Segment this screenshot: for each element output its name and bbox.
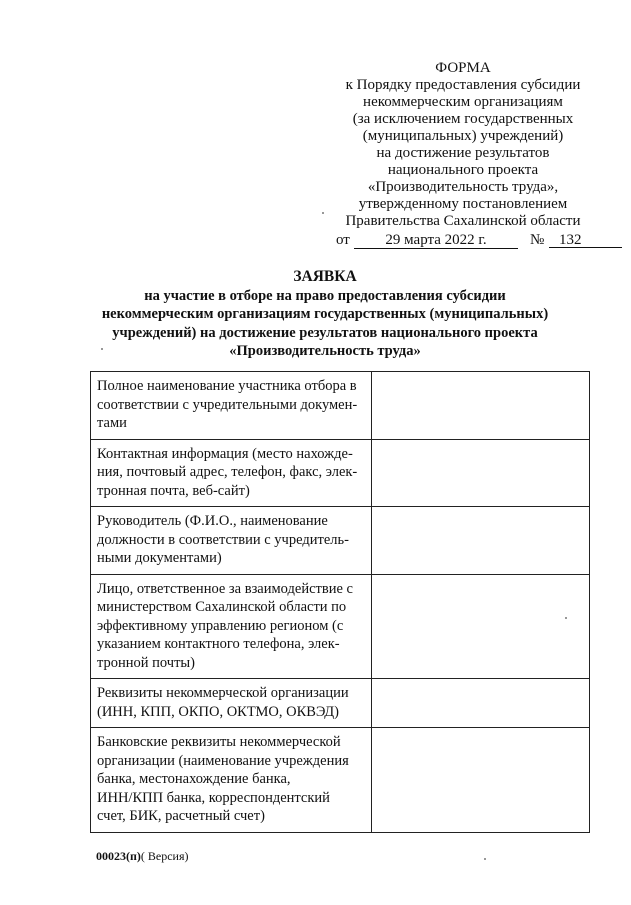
field-label-line: эффективному управлению регионом (с [97, 617, 344, 634]
field-label-line: тронная почта, веб-сайт) [97, 482, 250, 499]
field-label-line: Контактная информация (место нахожде- [97, 445, 353, 462]
document-version: ( Версия) [140, 849, 189, 863]
field-label-line: Банковские реквизиты некоммерческой [97, 734, 341, 750]
table-row [91, 728, 590, 833]
table-row [91, 679, 590, 728]
field-value-cell[interactable] [372, 574, 590, 679]
field-label-line: (ИНН, КПП, ОКПО, ОКТМО, ОКВЭД) [97, 703, 340, 720]
field-value-cell[interactable] [372, 507, 590, 575]
application-title [60, 268, 590, 361]
form-header [318, 60, 608, 230]
field-label-line: счет, БИК, расчетный счет) [97, 808, 265, 824]
field-label-cell [91, 679, 372, 728]
field-value-cell[interactable] [372, 439, 590, 507]
field-label-line: министерством Сахалинской области по [97, 599, 347, 615]
field-label-cell [91, 728, 372, 833]
scan-speck [101, 348, 103, 350]
field-label-line: соответствии с учредительными докумен- [97, 396, 358, 413]
header-line: (муниципальных) учреждений) [362, 128, 564, 144]
field-label-cell [91, 372, 372, 440]
header-line: «Производительность труда», [367, 179, 559, 195]
field-value-cell[interactable] [372, 679, 590, 728]
field-label-line: должности в соответствии с учредитель- [97, 531, 349, 548]
field-label-line: указанием контактного телефона, элек- [97, 636, 340, 652]
header-line: национального проекта [387, 162, 539, 178]
title-main: ЗАЯВКА [293, 268, 357, 285]
table-row [91, 439, 590, 507]
document-footer [96, 849, 189, 864]
field-label-line: ния, почтовый адрес, телефон, факс, элек- [97, 464, 358, 480]
title-line: некоммерческим организациям государственных (муниципальных) [101, 306, 549, 322]
header-line: утвержденному постановлением [358, 196, 568, 212]
table-row [91, 372, 590, 440]
field-label-cell [91, 507, 372, 575]
field-label-line: организации (наименование учреждения [97, 752, 349, 769]
field-label-cell [91, 439, 372, 507]
resolution-number: 132 [549, 232, 622, 248]
field-label-line: Руководитель (Ф.И.О., наименование [97, 513, 328, 529]
application-form-table [90, 371, 590, 833]
header-line: к Порядку предоставления субсидии [345, 77, 581, 93]
document-code: 00023(п) [96, 849, 141, 863]
title-line: на участие в отборе на право предоставления субсидии [144, 287, 506, 304]
field-label-line: Полное наименование участника отбора в [97, 378, 357, 394]
scan-speck [565, 617, 567, 619]
form-table-body [91, 372, 590, 833]
field-label-cell [91, 574, 372, 679]
field-label-line: Реквизиты некоммерческой организации [97, 685, 349, 701]
title-line: «Производительность труда» [229, 343, 421, 359]
resolution-date-row [336, 232, 622, 250]
field-value-cell[interactable] [372, 728, 590, 833]
table-row [91, 574, 590, 679]
field-label-line: тронной почты) [97, 654, 196, 671]
header-line: Правительства Сахалинской области [345, 213, 581, 229]
from-label: от [336, 232, 350, 248]
resolution-date: 29 марта 2022 г. [354, 232, 518, 249]
field-label-line: Лицо, ответственное за взаимодействие с [97, 580, 353, 597]
field-value-cell[interactable] [372, 372, 590, 440]
table-row [91, 507, 590, 575]
header-line: (за исключением государственных [352, 111, 574, 127]
header-line: некоммерческим организациям [363, 94, 563, 110]
field-label-line: ными документами) [97, 550, 222, 566]
scan-speck [322, 212, 324, 214]
header-line: на достижение результатов [376, 145, 550, 161]
field-label-line: ИНН/КПП банка, корреспондентский [97, 789, 330, 806]
field-label-line: тами [97, 415, 127, 431]
header-line: ФОРМА [435, 60, 491, 76]
scan-speck [484, 858, 486, 860]
number-label: № [530, 232, 545, 248]
title-line: учреждений) на достижение результатов национального проекта [112, 324, 538, 341]
field-label-line: банка, местонахождение банка, [97, 771, 291, 787]
